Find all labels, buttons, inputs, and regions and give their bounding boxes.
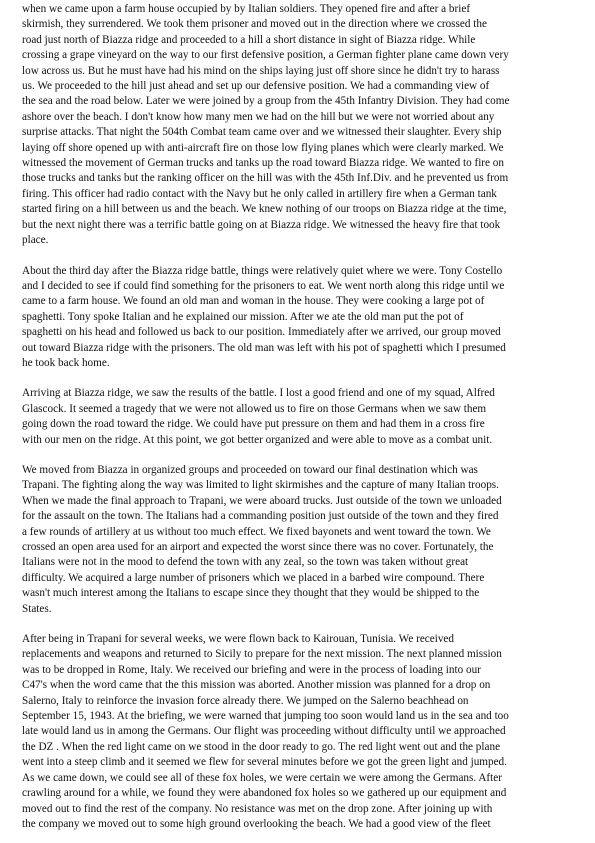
- text-line: Italians were not in the mood to defend the town with any zeal, so the town was taken without great: [22, 556, 469, 569]
- text-line: the DZ . When the red light came on we stood in the door ready to go. The red light went out and the plane: [22, 740, 501, 753]
- text-line: and I decided to see if could find something for the prisoners to eat. We went north along this ridge until we: [22, 279, 505, 292]
- text-line: us. We proceeded to the hill just ahead and set up our defensive position. We had a commanding view of: [22, 80, 490, 93]
- text-line: witnessed the movement of German trucks and tanks up the road toward Biazza ridge. We wanted to fire on: [22, 157, 504, 170]
- text-line: crawling around for a while, we found they were abandoned fox holes so we gathered up our equipment and: [22, 787, 507, 800]
- text-line: When we made the final approach to Trapani, we were aboard trucks. Just outside of the town we unloaded: [22, 494, 502, 507]
- text-line: low across us. But he must have had his mind on the ships laying just off shore since he didn't try to harass: [22, 64, 500, 77]
- text-line: difficulty. We acquired a large number of prisoners which we placed in a barbed wire compound. There: [22, 571, 485, 584]
- text-line: those trucks and tanks but the ranking officer on the hill was with the 45th Inf.Div. and he prevented us from: [22, 172, 509, 185]
- text-line: went into a steep climb and it seemed we flew for several minutes before we got the green light and jumped.: [22, 756, 507, 769]
- text-line: After being in Trapani for several weeks, we were flown back to Kairouan, Tunisia. We received: [22, 633, 454, 646]
- paragraph: [22, 632, 563, 832]
- text-line: the company we moved out to some high ground overlooking the beach. We had a good view of the fleet: [22, 817, 491, 830]
- paragraph: [22, 264, 563, 372]
- text-line: the sea and the road below. Later we were joined by a group from the 45th Infantry Division. They had come: [22, 95, 510, 108]
- text-line: out toward Biazza ridge with the prisoners. The old man was left with his pot of spaghetti which I presumed: [22, 341, 506, 354]
- paragraph: [22, 463, 563, 617]
- text-line: started firing on a hill between us and the beach. We knew nothing of our troops on Biazza ridge at the time,: [22, 203, 507, 216]
- text-line: place.: [22, 234, 49, 247]
- text-line: moved out to find the rest of the company. No resistance was met on the drop zone. After joining up with: [22, 802, 493, 815]
- text-line: with our men on the ridge. At this point, we got better organized and were able to move as a combat unit.: [22, 433, 493, 446]
- text-line: States.: [22, 602, 52, 615]
- text-line: crossed an open area used for an airport and expected the worst since there was no cover. Fortunately, the: [22, 541, 494, 553]
- text-line: he took back home.: [22, 356, 110, 369]
- text-line: Salerno, Italy to reinforce the invasion force already there. We jumped on the Salerno beachhead on: [22, 694, 469, 707]
- text-line: crossing a grape vineyard on the way to our first defensive position, a German fighter plane came down very: [22, 49, 509, 62]
- text-line: We moved from Biazza in organized groups and proceeded on toward our final destination which was: [22, 463, 478, 476]
- text-line: replacements and weapons and returned to Sicily to prepare for the next mission. The next planned mission: [22, 648, 502, 661]
- text-line: wasn't much interest among the Italians to escape since they thought that they would be shipped to the: [22, 587, 480, 600]
- text-line: C47's when the word came that the this mission was aborted. Another mission was planned for a drop on: [22, 679, 491, 692]
- text-line: surprise attacks. That night the 504th Combat team came over and we witnessed their slaughter. Every ship: [22, 126, 502, 139]
- text-line: Trapani. The fighting along the way was limited to light skirmishes and the capture of many Italian troops.: [22, 479, 499, 492]
- text-line: spaghetti. Tony spoke Italian and he explained our mission. After we ate the old man put the pot of: [22, 310, 464, 323]
- text-line: As we came down, we could see all of these fox holes, we were certain we were among the Germans. After: [22, 771, 502, 784]
- text-line: was to be dropped in Rome, Italy. We received our briefing and were in the process of loading into our: [22, 663, 481, 676]
- text-line: came to a farm house. We found an old man and woman in the house. They were cooking a large pot of: [22, 295, 485, 308]
- text-line: ashore over the beach. I don't know how many men we had on the hill but we were not worried about any: [22, 110, 495, 123]
- text-line: skirmish, they surrendered. We took them prisoner and moved out in the direction where we crossed the: [22, 18, 487, 31]
- text-line: a few rounds of artillery at us without too much effect. We fixed bayonets and went toward the town. We: [22, 525, 491, 538]
- text-line: spaghetti on his head and followed us back to our position. Immediately after we arrived, our group moved: [22, 326, 501, 339]
- text-line: going down the road toward the ridge. We could have put pressure on them and had them in a cross fire: [22, 418, 485, 431]
- text-line: when we came upon a farm house occupied by by Italian soldiers. They opened fire and after a brief: [22, 3, 471, 15]
- text-line: firing. This officer had radio contact with the Navy but he only called in artillery fire when a German tank: [22, 187, 497, 200]
- text-line: Glascock. It seemed a tragedy that we were not allowed us to fire on those Germans when we saw them: [22, 402, 487, 415]
- text-line: September 15, 1943. At the briefing, we were warned that jumping too soon would land us in the sea and too: [22, 710, 509, 723]
- text-line: road just north of Biazza ridge and proceeded to a hill a short distance in sight of Biazza ridge. While: [22, 33, 476, 46]
- text-line: late would land us in among the Germans. Our flight was proceeding without difficulty until we approached: [22, 725, 506, 738]
- paragraph: [22, 386, 563, 448]
- text-line: but the next night there was a terrific battle going on at Biazza ridge. We witnessed the heavy fire that took: [22, 218, 501, 231]
- text-line: Arriving at Biazza ridge, we saw the results of the battle. I lost a good friend and one of my squad, Alfred: [22, 387, 495, 400]
- text-line: for the assault on the town. The Italians had a commanding position just outside of the town and they fired: [22, 510, 499, 523]
- text-line: About the third day after the Biazza ridge battle, things were relatively quiet where we were. Tony Costello: [22, 264, 503, 277]
- paragraph: [22, 2, 563, 249]
- text-line: laying off shore opened up with anti-aircraft fire on those low flying planes which were clearly marked. We: [22, 141, 504, 154]
